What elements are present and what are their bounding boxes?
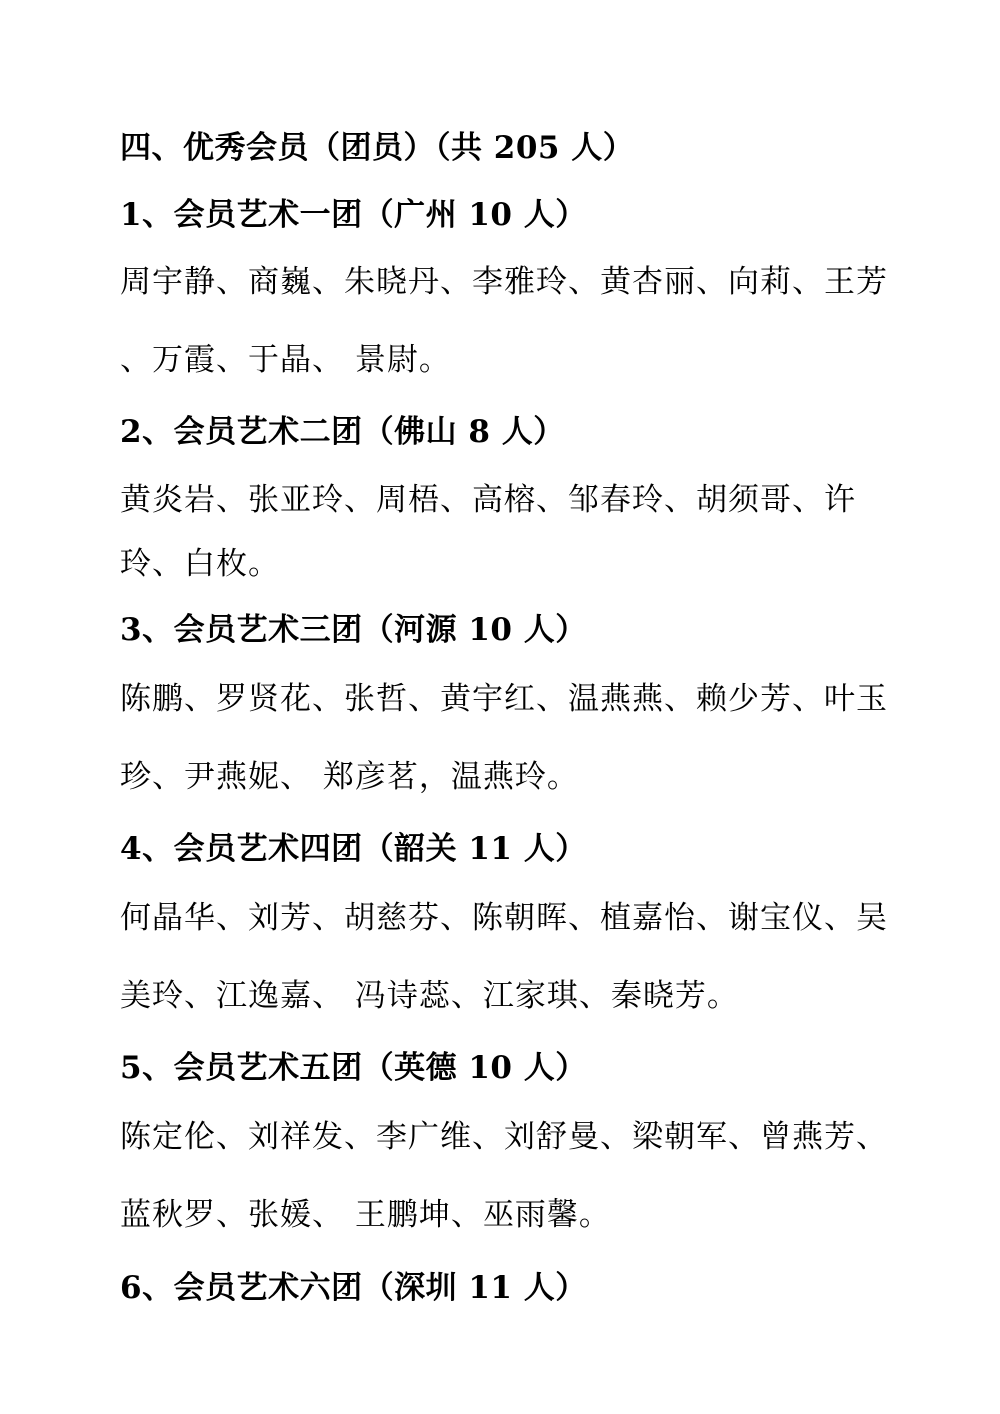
member-names-line: 黄炎岩、张亚玲、周梧、高榕、邹春玲、胡须哥、许 [120, 482, 856, 518]
section-title: 四、优秀会员（团员）（共 205 人） [120, 130, 635, 166]
group-heading: 2、会员艺术二团（佛山 8 人） [120, 414, 565, 450]
member-names-line: 何晶华、刘芳、胡慈芬、陈朝晖、植嘉怡、谢宝仪、吴 [120, 900, 888, 936]
member-names-line: 周宇静、商巍、朱晓丹、李雅玲、黄杏丽、向莉、王芳 [120, 264, 888, 300]
member-names-line: 玲、白枚。 [120, 546, 280, 582]
group-heading: 3、会员艺术三团（河源 10 人） [120, 612, 587, 648]
group-heading: 1、会员艺术一团（广州 10 人） [120, 197, 587, 233]
member-names-line: 、万霞、于晶、 景尉。 [120, 342, 451, 378]
member-names-line: 美玲、江逸嘉、 冯诗蕊、江家琪、秦晓芳。 [120, 978, 739, 1014]
member-names-line: 陈鹏、罗贤花、张哲、黄宇红、温燕燕、赖少芳、叶玉 [120, 681, 888, 717]
member-names-line: 陈定伦、刘祥发、李广维、刘舒曼、梁朝军、曾燕芳、 [120, 1119, 888, 1155]
member-names-line: 珍、尹燕妮、 郑彦茗，温燕玲。 [120, 759, 579, 795]
member-names-line: 蓝秋罗、张媛、 王鹏坤、巫雨馨。 [120, 1197, 611, 1233]
group-heading: 4、会员艺术四团（韶关 11 人） [120, 831, 587, 867]
group-heading: 6、会员艺术六团（深圳 11 人） [120, 1270, 587, 1306]
group-heading: 5、会员艺术五团（英德 10 人） [120, 1050, 587, 1086]
